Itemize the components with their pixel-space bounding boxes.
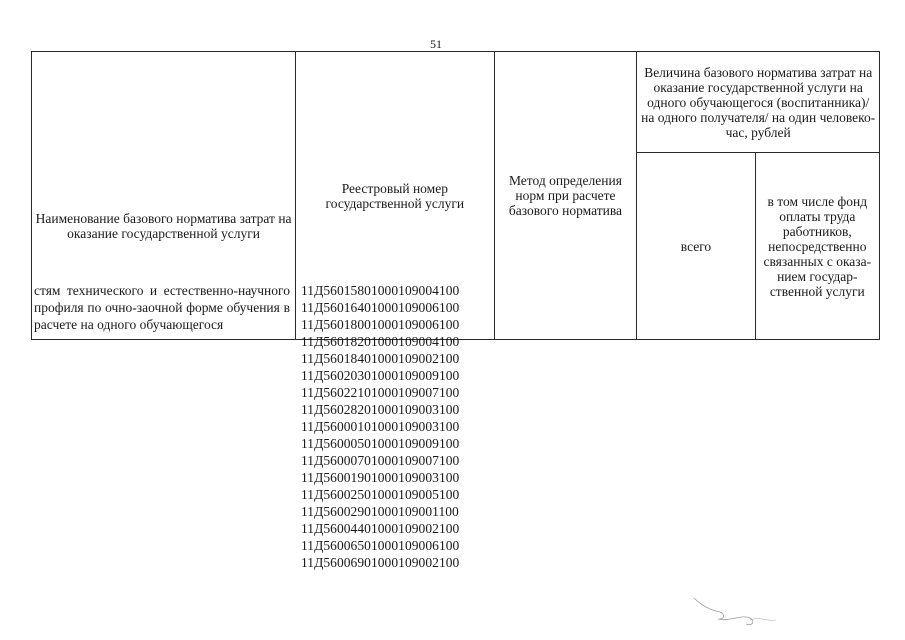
header-registry-cell: Реестровый номер государственной услуги <box>296 52 494 340</box>
registry-code: 11Д56006901000109002100 <box>301 555 460 570</box>
registry-code: 11Д56000101000109003100 <box>301 419 460 434</box>
registry-code: 11Д56022101000109007100 <box>301 385 460 400</box>
header-total-cell: всего <box>637 153 755 340</box>
registry-code: 11Д56020301000109009100 <box>301 368 460 383</box>
registry-codes-list <box>301 282 501 571</box>
header-method-cell: Метод определения норм при расчете базового норматива <box>494 52 637 340</box>
registry-code: 11Д56018001000109006100 <box>301 317 460 332</box>
header-fund-cell: в том числе фонд оплаты труда работников, непосредственно связанных с оказа-нием государ-ственной услуги <box>755 153 879 340</box>
header-value-cell: Величина базового норматива затрат на оказание государственной услуги на одного обучающегося (воспитанника)/ на одного получателя/ на один человеко-час, рублей <box>637 52 880 153</box>
registry-code: 11Д56018201000109004100 <box>301 334 460 349</box>
registry-code: 11Д56001901000109003100 <box>301 470 460 485</box>
signature-mark <box>690 592 810 628</box>
registry-code: 11Д56002501000109005100 <box>301 487 460 502</box>
registry-code: 11Д56006501000109006100 <box>301 538 460 553</box>
registry-code: 11Д56028201000109003100 <box>301 402 460 417</box>
registry-code: 11Д56002901000109001100 <box>301 504 459 519</box>
service-name: стям технического и естественно-научного профиля по очно-заочной форме обучения в расчете на одного обучающегося <box>34 283 290 332</box>
registry-code: 11Д56018401000109002100 <box>301 351 460 366</box>
registry-code: 11Д56000701000109007100 <box>301 453 460 468</box>
registry-code: 11Д56016401000109006100 <box>301 300 460 315</box>
registry-code: 11Д56000501000109009100 <box>301 436 460 451</box>
page-number: 51 <box>430 37 442 51</box>
registry-code: 11Д56015801000109004100 <box>301 283 460 298</box>
registry-code: 11Д56004401000109002100 <box>301 521 460 536</box>
header-name-cell: Наименование базового норматива затрат на оказание государственной услуги <box>32 52 296 340</box>
